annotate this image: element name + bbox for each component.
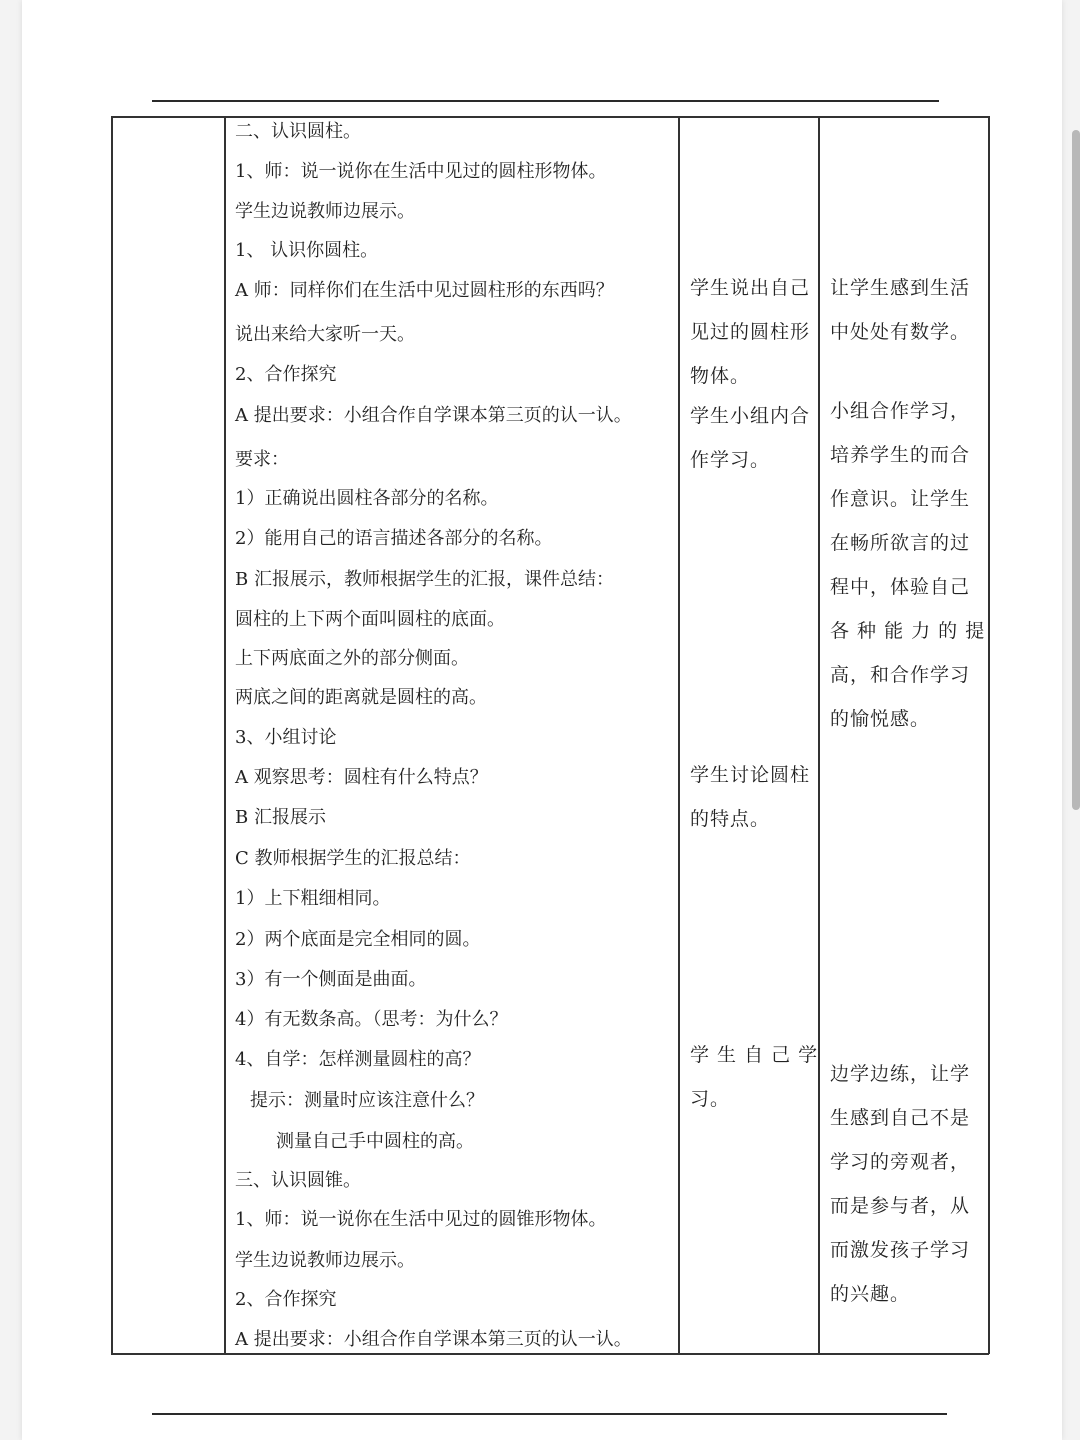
purpose-note: 小组合作学习， 培养学生的而合 作意识。让学生 在畅所欲言的过 程中，体验自己 各 种 能 力 的 提 高，和合作学习 的愉悦感。 — [830, 400, 986, 730]
content-line: 2、合作探究 — [235, 1289, 337, 1310]
student-activity-note: 学生说出自己 见过的圆柱形 物体。 — [690, 277, 811, 387]
table-bottom-border — [111, 1353, 989, 1355]
content-line: 上下两底面之外的部分侧面。 — [235, 648, 469, 669]
content-line: 2）两个底面是完全相同的圆。 — [235, 929, 481, 950]
content-line: 要求： — [235, 449, 289, 470]
content-line: 1、 认识你圆柱。 — [235, 240, 379, 261]
table-border-left — [111, 116, 113, 1354]
table-divider-2 — [678, 116, 680, 1354]
vertical-scrollbar[interactable] — [1072, 130, 1080, 810]
content-line: 2）能用自己的语言描述各部分的名称。 — [235, 528, 553, 549]
content-line: A 提出要求：小组合作自学课本第三页的认一认。 — [235, 405, 632, 426]
content-line: A 观察思考：圆柱有什么特点？ — [235, 767, 488, 788]
content-line: 两底之间的距离就是圆柱的高。 — [235, 687, 487, 708]
student-activity-note: 学生讨论圆柱 的特点。 — [690, 764, 811, 830]
purpose-note: 边学边练，让学 生感到自己不是 学习的旁观者， 而是参与者，从 而激发孩子学习 的兴趣。 — [830, 1063, 971, 1305]
content-line: C 教师根据学生的汇报总结： — [235, 848, 471, 869]
table-divider-3 — [818, 116, 820, 1354]
content-line: 1、师：说一说你在生活中见过的圆锥形物体。 — [235, 1209, 607, 1230]
content-line: 4）有无数条高。（思考：为什么？ — [235, 1009, 508, 1030]
footer-rule — [152, 1413, 947, 1415]
content-line: B 汇报展示，教师根据学生的汇报，课件总结： — [235, 569, 614, 590]
table-divider-1 — [224, 116, 226, 1354]
table-border-right — [988, 116, 990, 1354]
content-line: B 汇报展示 — [235, 807, 326, 828]
header-rule — [152, 100, 939, 102]
content-line: 测量自己手中圆柱的高。 — [276, 1131, 474, 1152]
content-line: 3、小组讨论 — [235, 727, 337, 748]
content-line: 1）上下粗细相同。 — [235, 888, 391, 909]
content-line: 1）正确说出圆柱各部分的名称。 — [235, 488, 499, 509]
content-line: 1、师：说一说你在生活中见过的圆柱形物体。 — [235, 161, 607, 182]
content-line: 二、认识圆柱。 — [235, 121, 361, 142]
purpose-note: 让学生感到生活 中处处有数学。 — [830, 277, 971, 343]
content-line: 学生边说教师边展示。 — [235, 201, 415, 222]
content-line: 圆柱的上下两个面叫圆柱的底面。 — [235, 609, 505, 630]
student-activity-note: 学 生 自 己 学 习。 — [690, 1044, 819, 1110]
content-line: 4、自学：怎样测量圆柱的高？ — [235, 1049, 481, 1070]
table-top-border — [111, 116, 989, 118]
content-line: A 提出要求：小组合作自学课本第三页的认一认。 — [235, 1329, 632, 1350]
content-line: 2、合作探究 — [235, 364, 337, 385]
content-line: A 师：同样你们在生活中见过圆柱形的东西吗？ — [235, 280, 614, 301]
content-line: 三、认识圆锥。 — [235, 1170, 361, 1191]
content-line: 提示：测量时应该注意什么？ — [250, 1090, 484, 1111]
student-activity-note: 学生小组内合 作学习。 — [690, 405, 811, 471]
content-line: 学生边说教师边展示。 — [235, 1250, 415, 1271]
content-line: 说出来给大家听一天。 — [235, 324, 415, 345]
content-line: 3）有一个侧面是曲面。 — [235, 969, 427, 990]
